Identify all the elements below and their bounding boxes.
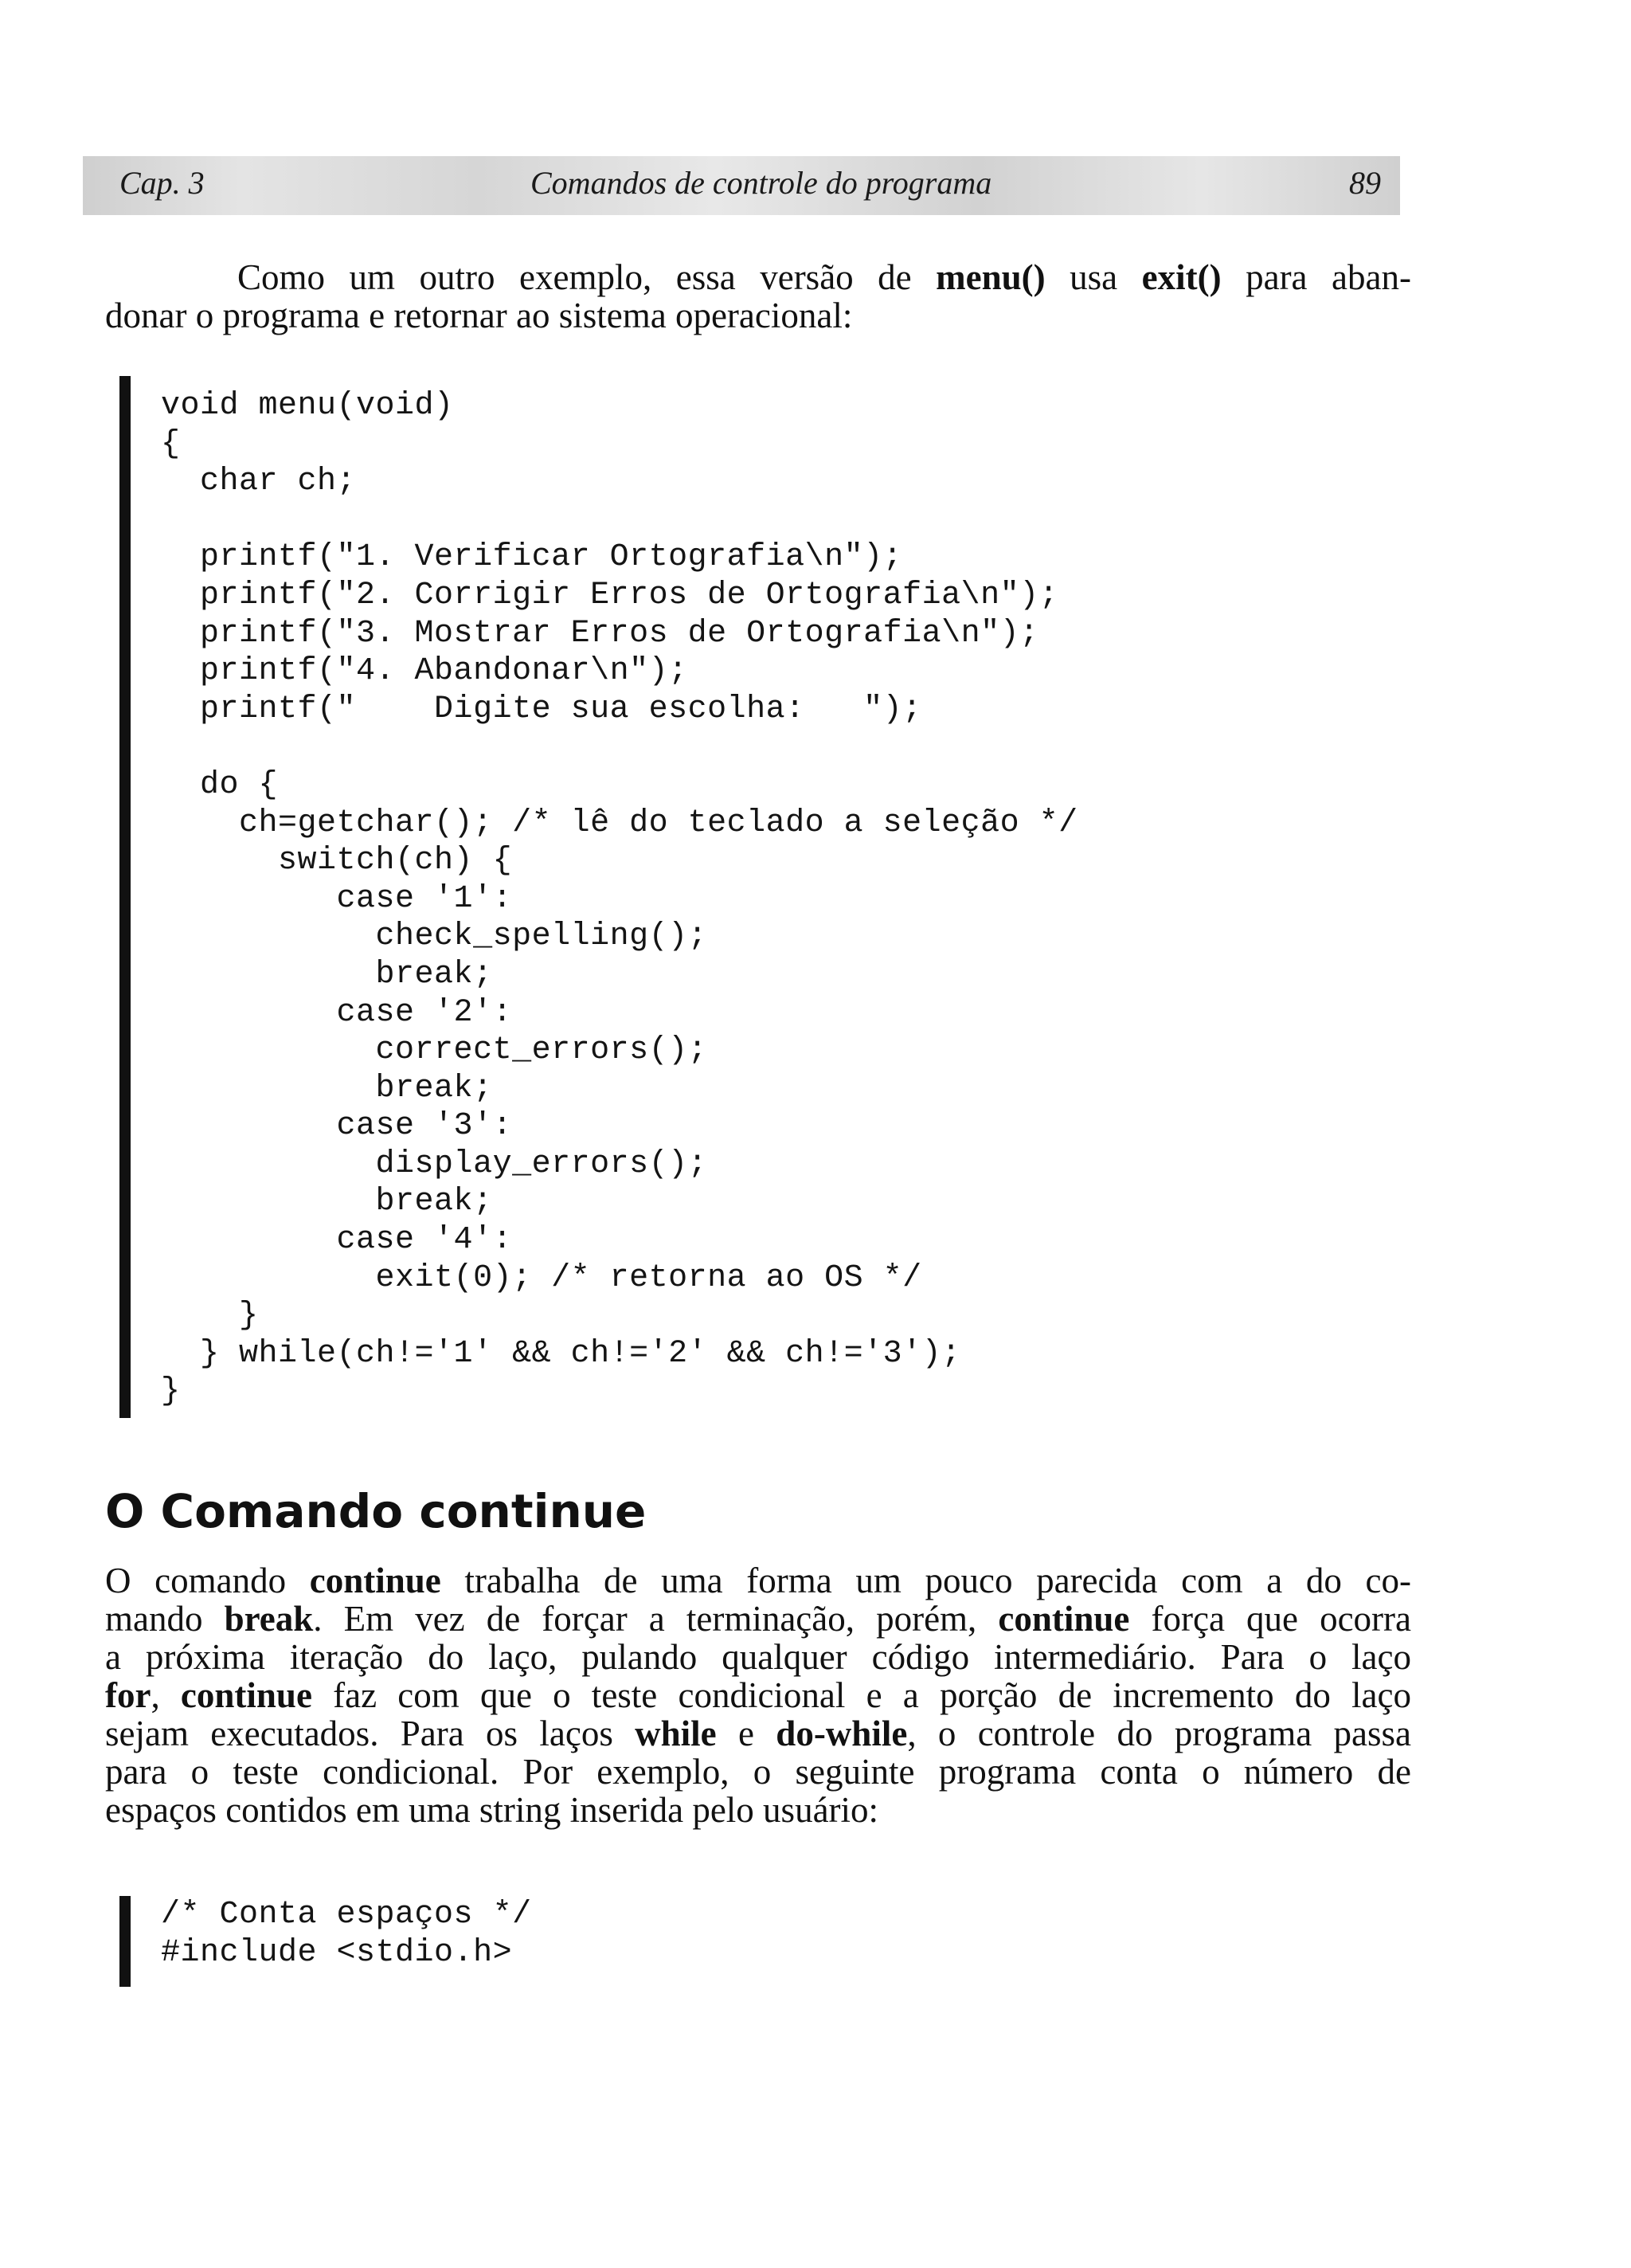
- keyword: break: [224, 1599, 314, 1639]
- code-line: do {: [161, 766, 279, 803]
- paragraph-line: O comando continue trabalha de uma forma um pouco parecida com a do co-: [105, 1561, 1411, 1600]
- intro-line-2: donar o programa e retornar ao sistema operacional:: [105, 296, 853, 335]
- code-line: check_spelling();: [161, 919, 708, 955]
- code-line: switch(ch) {: [161, 843, 513, 879]
- code-line: }: [161, 1298, 259, 1334]
- paragraph-line: para o teste condicional. Por exemplo, o seguinte programa conta o número de: [105, 1752, 1411, 1792]
- code-line: } while(ch!='1' && ch!='2' && ch!='3');: [161, 1335, 961, 1372]
- continue-paragraph: [105, 1561, 1411, 1829]
- code-line: break;: [161, 1070, 493, 1107]
- code-line: correct_errors();: [161, 1032, 708, 1069]
- code-term: exit(): [1141, 257, 1222, 297]
- code-line: break;: [161, 1184, 493, 1220]
- code-line: void menu(void): [161, 388, 454, 424]
- code-line: printf("3. Mostrar Erros de Ortografia\n");: [161, 615, 1039, 652]
- section-heading: O Comando continue: [105, 1484, 647, 1538]
- code-line: }: [161, 1373, 181, 1410]
- paragraph-line: for, continue faz com que o teste condicional e a porção de incremento do laço: [105, 1675, 1412, 1715]
- keyword: do-while: [776, 1714, 908, 1753]
- keyword: continue: [180, 1675, 312, 1715]
- keyword: for: [105, 1675, 151, 1715]
- intro-paragraph: [105, 258, 1411, 335]
- code-line: display_errors();: [161, 1146, 708, 1182]
- code-line: {: [161, 425, 181, 462]
- code-line: case '1':: [161, 880, 513, 917]
- code-listing-continue: [161, 1896, 532, 1972]
- page-number: 89: [1349, 165, 1381, 201]
- code-line: exit(0); /* retorna ao OS */: [161, 1259, 922, 1296]
- intro-line-1: Como um outro exemplo, essa versão de menu() usa exit() para aban-: [237, 257, 1411, 297]
- paragraph-line: a próxima iteração do laço, pulando qualquer código intermediário. Para o laço: [105, 1637, 1411, 1677]
- code-line: printf(" Digite sua escolha: ");: [161, 691, 922, 727]
- code-line: #include <stdio.h>: [161, 1934, 513, 1971]
- paragraph-line: espaços contidos em uma string inserida pelo usuário:: [105, 1790, 879, 1830]
- code-term: menu(): [936, 257, 1046, 297]
- chapter-label: Cap. 3: [119, 165, 205, 201]
- code-line: /* Conta espaços */: [161, 1897, 532, 1933]
- keyword: continue: [309, 1561, 441, 1600]
- keyword: continue: [998, 1599, 1130, 1639]
- code-line: ch=getchar(); /* lê do teclado a seleção */: [161, 805, 1078, 841]
- code-line: break;: [161, 956, 493, 993]
- keyword: while: [635, 1714, 717, 1753]
- code-line: printf("4. Abandonar\n");: [161, 653, 688, 690]
- paragraph-line: mando break. Em vez de forçar a terminação, porém, continue força que ocorra: [105, 1599, 1411, 1639]
- code-block-marker: [119, 1896, 131, 1987]
- code-line: case '4':: [161, 1222, 513, 1259]
- code-listing-menu: [161, 387, 1078, 1411]
- code-line: printf("1. Verificar Ortografia\n");: [161, 539, 903, 576]
- paragraph-line: sejam executados. Para os laços while e do-while, o controle do programa passa: [105, 1714, 1411, 1753]
- code-line: char ch;: [161, 464, 357, 500]
- code-line: printf("2. Corrigir Erros de Ortografia\n");: [161, 577, 1059, 613]
- code-line: case '3':: [161, 1108, 513, 1145]
- code-block-marker: [119, 376, 131, 1418]
- running-title: Comandos de controle do programa: [530, 165, 992, 201]
- code-line: case '2':: [161, 994, 513, 1031]
